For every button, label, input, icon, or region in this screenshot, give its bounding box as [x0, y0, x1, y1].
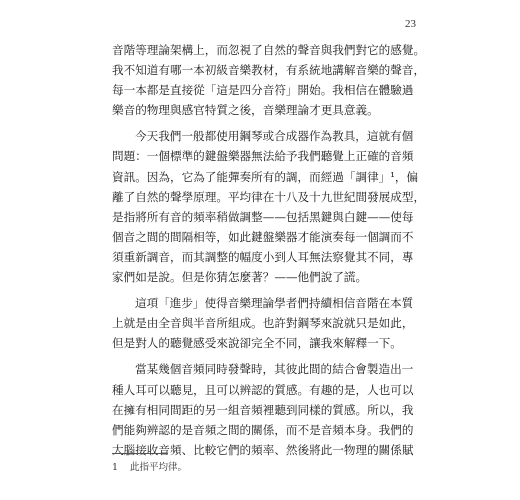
text-line: 上就是由全音與半音所組成。也許對鋼琴來說就只是如此， [112, 316, 414, 331]
text-line: 樂音的物理與感官特質之後，音樂理論才更具意義。 [112, 103, 379, 118]
text-line: 個音之間的間隔相等，如此鍵盤樂器才能演奏每一個調而不 [112, 229, 414, 244]
paragraph-2 [112, 126, 426, 287]
text-line: 在擁有相同間距的另一組音頻裡聽到同樣的質感。所以，我 [112, 402, 414, 417]
text-line: 我不知道有哪一本初級音樂教材，有系統地講解音樂的聲音， [112, 63, 426, 78]
text-line: 大腦接收音頻、比較它們的頻率、然後將此一物理的關係賦 [112, 442, 414, 457]
footnote-divider [112, 453, 168, 454]
text-line: 是指將所有音的頻率稍做調整——包括黑鍵與白鍵——使每 [112, 209, 414, 224]
text-line: 須重新調音，而其調整的幅度小到人耳無法察覺其不同，專 [112, 249, 414, 264]
body-text [112, 40, 426, 466]
text-line: 離了自然的聲學原理。平均律在十八及十九世紀間發展成型， [112, 189, 426, 204]
paragraph-1 [112, 40, 426, 120]
text-line: 這項「進步」使得音樂理論學者們持續相信音階在本質 [135, 296, 414, 311]
text-line: 問題：一個標準的鍵盤樂器無法給予我們聽覺上正確的音頻 [112, 149, 414, 164]
text-line: 音階等理論架構上，而忽視了自然的聲音與我們對它的感覺。 [112, 43, 426, 57]
text-line: 家們如是說。但是你猜怎麼著？——他們說了謊。 [112, 270, 368, 285]
text-line: 們能夠辨認的是音頻之間的關係，而不是音頻本身。我們的 [112, 422, 414, 437]
text-line: 資訊。因為，它為了能彈奏所有的調，而經過「調律」¹，偏 [112, 169, 419, 184]
page-number: 23 [405, 18, 416, 30]
text-line: 但是對人的聽覺感受來說卻完全不同，讓我來解釋一下。 [112, 336, 402, 351]
paragraph-3 [112, 293, 414, 353]
footnote [112, 459, 187, 473]
paragraph-4 [112, 359, 414, 459]
text-line: 每一本都是直接從「這是四分音符」開始。我相信在體驗過 [112, 83, 414, 98]
text-line: 當某幾個音頻同時發聲時，其彼此間的結合會製造出一 [135, 362, 414, 377]
footnote-number: 1 [112, 462, 119, 473]
text-line: 今天我們一般都使用鋼琴或合成器作為教具，這就有個 [135, 129, 414, 144]
text-line: 種人耳可以聽見，且可以辨認的質感。有趣的是，人也可以 [112, 382, 414, 397]
footnote-text: 此指平均律。 [130, 462, 188, 473]
